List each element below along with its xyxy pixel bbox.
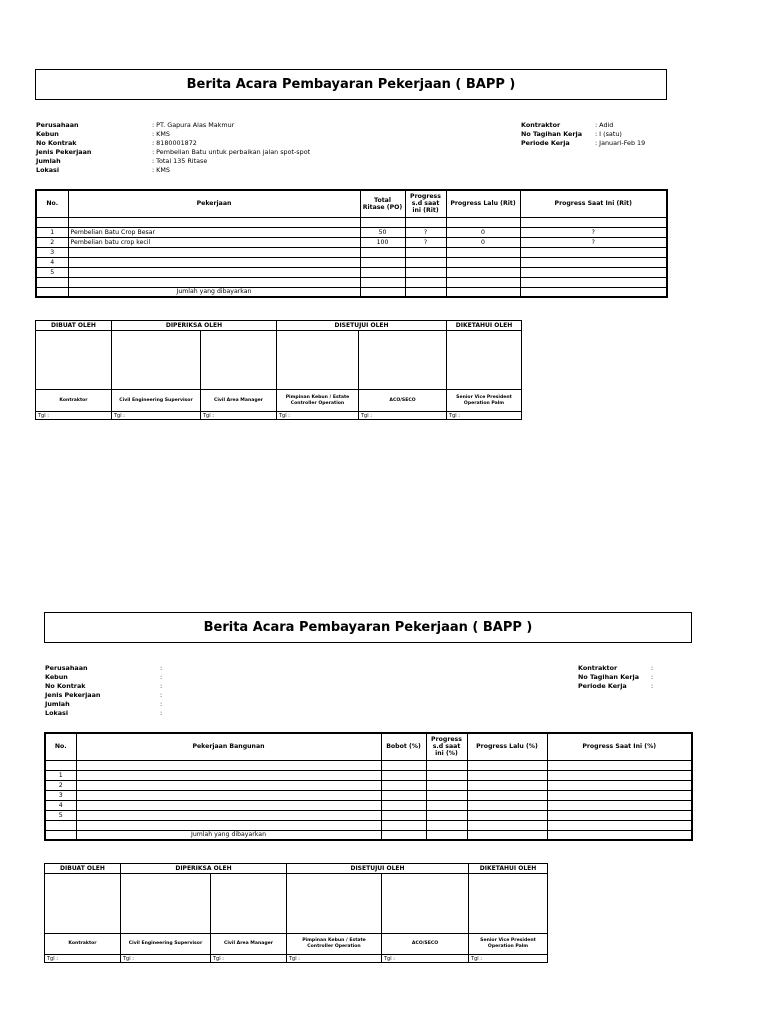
doc1-signature-table	[35, 320, 522, 420]
doc2-title: Berita Acara Pembayaran Pekerjaan ( BAPP )	[44, 612, 692, 643]
sig-header-diketahui: DIKETAHUI OLEH	[447, 321, 522, 331]
tgl-field: Tgl :	[277, 412, 359, 420]
sig-header-dibuat: DIBUAT OLEH	[36, 321, 112, 331]
table-row: 4	[45, 800, 692, 810]
signature-space-row	[36, 331, 522, 390]
table-row: 3	[45, 790, 692, 800]
col-pekerjaan: Pekerjaan	[68, 190, 360, 217]
info-row: Periode Kerja : Januari-Feb 19	[521, 139, 646, 147]
role-civil-engineering-supervisor: Civil Engineering Supervisor	[112, 390, 201, 412]
sig-header-disetujui: DISETUJUI OLEH	[277, 321, 447, 331]
tgl-field: Tgl :	[121, 955, 211, 963]
col-progress-saat-ini: Progress Saat Ini (Rit)	[520, 190, 667, 217]
role-pimpinan-kebun: Pimpinan Kebun / Estate Controller Operation	[277, 390, 359, 412]
tgl-field: Tgl :	[211, 955, 287, 963]
col-bobot: Bobot (%)	[381, 733, 426, 760]
col-total-ritase: Total Ritase (PO)	[360, 190, 405, 217]
col-pekerjaan-bangunan: Pekerjaan Bangunan	[76, 733, 381, 760]
table-row: 2	[45, 780, 692, 790]
info-row: Lokasi :	[45, 709, 163, 717]
total-row	[45, 830, 692, 840]
role-civil-area-manager: Civil Area Manager	[201, 390, 277, 412]
doc2-right-info	[578, 664, 653, 691]
info-row: Jumlah : Total 135 Ritase	[36, 157, 208, 165]
role-civil-engineering-supervisor: Civil Engineering Supervisor	[121, 934, 211, 955]
tgl-field: Tgl :	[45, 955, 121, 963]
info-row: Lokasi : KMS	[36, 166, 170, 174]
info-row: Perusahaan : PT. Gapura Alas Makmur	[36, 121, 235, 129]
role-kontraktor: Kontraktor	[36, 390, 112, 412]
info-row: Kebun : KMS	[36, 130, 170, 138]
info-row: Kontraktor : Adid	[521, 121, 614, 129]
role-svp-operation-palm: Senior Vice President Operation Palm	[447, 390, 522, 412]
tgl-field: Tgl :	[382, 955, 469, 963]
role-kontraktor: Kontraktor	[45, 934, 121, 955]
info-row: Kebun :	[45, 673, 163, 681]
col-progress-saat-ini: Progress Saat Ini (%)	[547, 733, 692, 760]
col-no: No.	[45, 733, 76, 760]
table-row: 3	[36, 247, 667, 257]
role-pimpinan-kebun: Pimpinan Kebun / Estate Controller Operation	[287, 934, 382, 955]
table-row: 5	[45, 810, 692, 820]
table-row	[45, 820, 692, 830]
sig-header-diketahui: DIKETAHUI OLEH	[469, 864, 548, 874]
tgl-field: Tgl :	[36, 412, 112, 420]
table-row: 1	[45, 770, 692, 780]
sig-header-disetujui: DISETUJUI OLEH	[287, 864, 469, 874]
info-row: Jenis Pekerjaan :	[45, 691, 163, 699]
table-row: 5	[36, 267, 667, 277]
doc1-right-info	[521, 121, 645, 148]
col-no: No.	[36, 190, 68, 217]
doc1-work-table	[35, 189, 668, 298]
info-row: No Kontrak :	[45, 682, 163, 690]
tgl-field: Tgl :	[359, 412, 447, 420]
role-civil-area-manager: Civil Area Manager	[211, 934, 287, 955]
total-label: Jumlah yang dibayarkan	[68, 287, 360, 297]
table-row: 1 Pembelian Batu Crop Besar 50 ? 0 ?	[36, 227, 667, 237]
info-row: Jumlah :	[45, 700, 163, 708]
info-row: Kontraktor :	[578, 664, 654, 672]
info-row: No Tagihan Kerja :	[578, 673, 654, 681]
table-row	[36, 217, 667, 227]
info-row: Jenis Pekerjaan : Pembelian Batu untuk perbaikan jalan spot-spot	[36, 148, 311, 156]
role-aco-seco: ACO/SECO	[382, 934, 469, 955]
total-row	[36, 287, 667, 297]
doc1-left-info	[36, 121, 310, 175]
doc2-left-info	[45, 664, 162, 718]
info-row: No Tagihan Kerja : I (satu)	[521, 130, 622, 138]
sig-header-diperiksa: DIPERIKSA OLEH	[121, 864, 287, 874]
info-row: No Kontrak : 8180001872	[36, 139, 197, 147]
table-row: 2 Pembelian batu crop kecil 100 ? 0 ?	[36, 237, 667, 247]
info-row: Perusahaan :	[45, 664, 163, 672]
tgl-field: Tgl :	[447, 412, 522, 420]
role-aco-seco: ACO/SECO	[359, 390, 447, 412]
signature-space-row	[45, 874, 548, 934]
table-row: 4	[36, 257, 667, 267]
tgl-field: Tgl :	[469, 955, 548, 963]
sig-header-dibuat: DIBUAT OLEH	[45, 864, 121, 874]
col-progress-sd: Progress s.d saat ini (Rit)	[405, 190, 446, 217]
tgl-field: Tgl :	[201, 412, 277, 420]
doc1-title: Berita Acara Pembayaran Pekerjaan ( BAPP )	[35, 69, 667, 100]
col-progress-sd: Progress s.d saat ini (%)	[426, 733, 467, 760]
tgl-field: Tgl :	[287, 955, 382, 963]
total-label: Jumlah yang dibayarkan	[76, 830, 381, 840]
sig-header-diperiksa: DIPERIKSA OLEH	[112, 321, 277, 331]
info-row: Periode Kerja :	[578, 682, 654, 690]
doc2-signature-table	[44, 863, 548, 963]
col-progress-lalu: Progress Lalu (%)	[467, 733, 547, 760]
table-row	[45, 760, 692, 770]
role-svp-operation-palm: Senior Vice President Operation Palm	[469, 934, 548, 955]
tgl-field: Tgl :	[112, 412, 201, 420]
table-row	[36, 277, 667, 287]
col-progress-lalu: Progress Lalu (Rit)	[446, 190, 520, 217]
doc2-work-table	[44, 732, 693, 841]
